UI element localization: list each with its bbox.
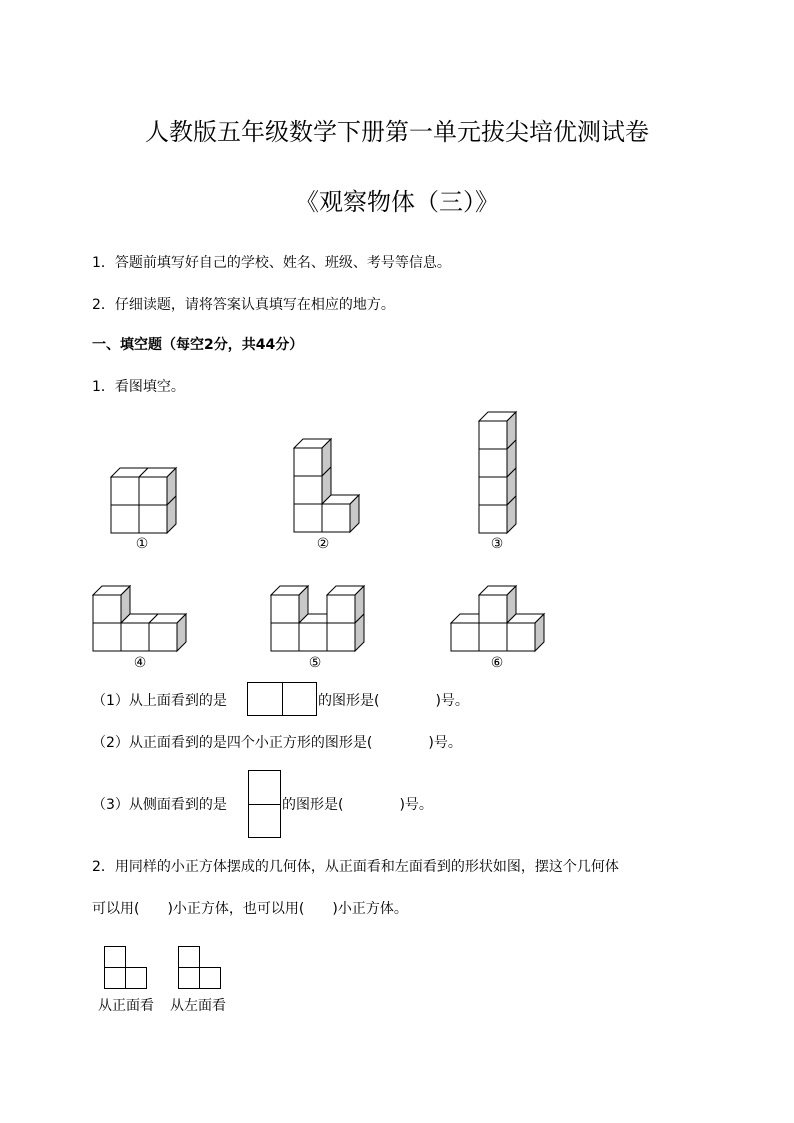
cube-front-face [93, 623, 121, 651]
figure-label-6: ⑥ [490, 655, 504, 671]
left-view-shape [178, 946, 224, 990]
cube-front-face [111, 505, 139, 533]
cube-figure-5 [270, 580, 370, 652]
cube-front-face [121, 623, 149, 651]
front-view-shape [104, 946, 150, 990]
cube-front-face [479, 477, 507, 505]
cube-front-face [139, 505, 167, 533]
question-2-line-2: 可以用( )小正方体，也可以用( )小正方体。 [92, 901, 408, 917]
cube-front-face [327, 623, 355, 651]
subquestion-3-suffix: 的图形是( )号。 [282, 797, 433, 813]
caption-left-view: 从左面看 [170, 998, 226, 1014]
figure-label-5: ⑤ [308, 655, 322, 671]
cube-front-face [299, 623, 327, 651]
side-view-divider [249, 804, 280, 805]
page-title: 人教版五年级数学下册第一单元拔尖培优测试卷 [145, 118, 649, 146]
question-1-stem: 1．看图填空。 [92, 379, 185, 395]
cube-front-face [451, 623, 479, 651]
figure-label-3: ③ [490, 536, 504, 552]
cube-front-face [271, 623, 299, 651]
cube-front-face [294, 476, 322, 504]
cube-figure-2 [293, 433, 363, 533]
caption-front-view: 从正面看 [98, 998, 154, 1014]
cube-front-face [139, 477, 167, 505]
cube-front-face [479, 595, 507, 623]
question-2-line-1: 2．用同样的小正方体摆成的几何体，从正面看和左面看到的形状如图，摆这个几何体 [92, 859, 619, 875]
cube-front-face [479, 505, 507, 533]
figure-label-4: ④ [133, 655, 147, 671]
cube-front-face [479, 421, 507, 449]
cube-front-face [294, 504, 322, 532]
cube-front-face [507, 623, 535, 651]
cube-front-face [93, 595, 121, 623]
cube-front-face [111, 477, 139, 505]
cube-front-face [479, 449, 507, 477]
top-view-divider [282, 683, 283, 715]
top-view-diagram [247, 682, 317, 716]
cube-figure-1 [110, 462, 185, 534]
subquestion-1-prefix: （1）从上面看到的是 [92, 693, 227, 709]
figure-label-2: ② [316, 536, 330, 552]
figure-label-1: ① [135, 536, 149, 552]
instruction-1: 1．答题前填写好自己的学校、姓名、班级、考号等信息。 [92, 255, 451, 271]
cube-front-face [149, 623, 177, 651]
subquestion-1-suffix: 的图形是( )号。 [318, 693, 469, 709]
cube-front-face [479, 623, 507, 651]
subquestion-3-prefix: （3）从侧面看到的是 [92, 797, 227, 813]
cube-front-face [327, 595, 355, 623]
side-view-diagram [248, 770, 281, 838]
subquestion-2: （2）从正面看到的是四个小正方形的图形是( )号。 [92, 735, 462, 751]
instruction-2: 2．仔细读题，请将答案认真填写在相应的地方。 [92, 297, 395, 313]
cube-figure-4 [92, 580, 192, 652]
page-subtitle: 《观察物体（三）》 [295, 188, 499, 216]
cube-figure-3 [478, 406, 524, 534]
cube-front-face [271, 595, 299, 623]
section-heading: 一、填空题（每空2分，共44分） [92, 337, 304, 353]
cube-front-face [294, 448, 322, 476]
cube-front-face [322, 504, 350, 532]
cube-figure-6 [450, 580, 550, 652]
